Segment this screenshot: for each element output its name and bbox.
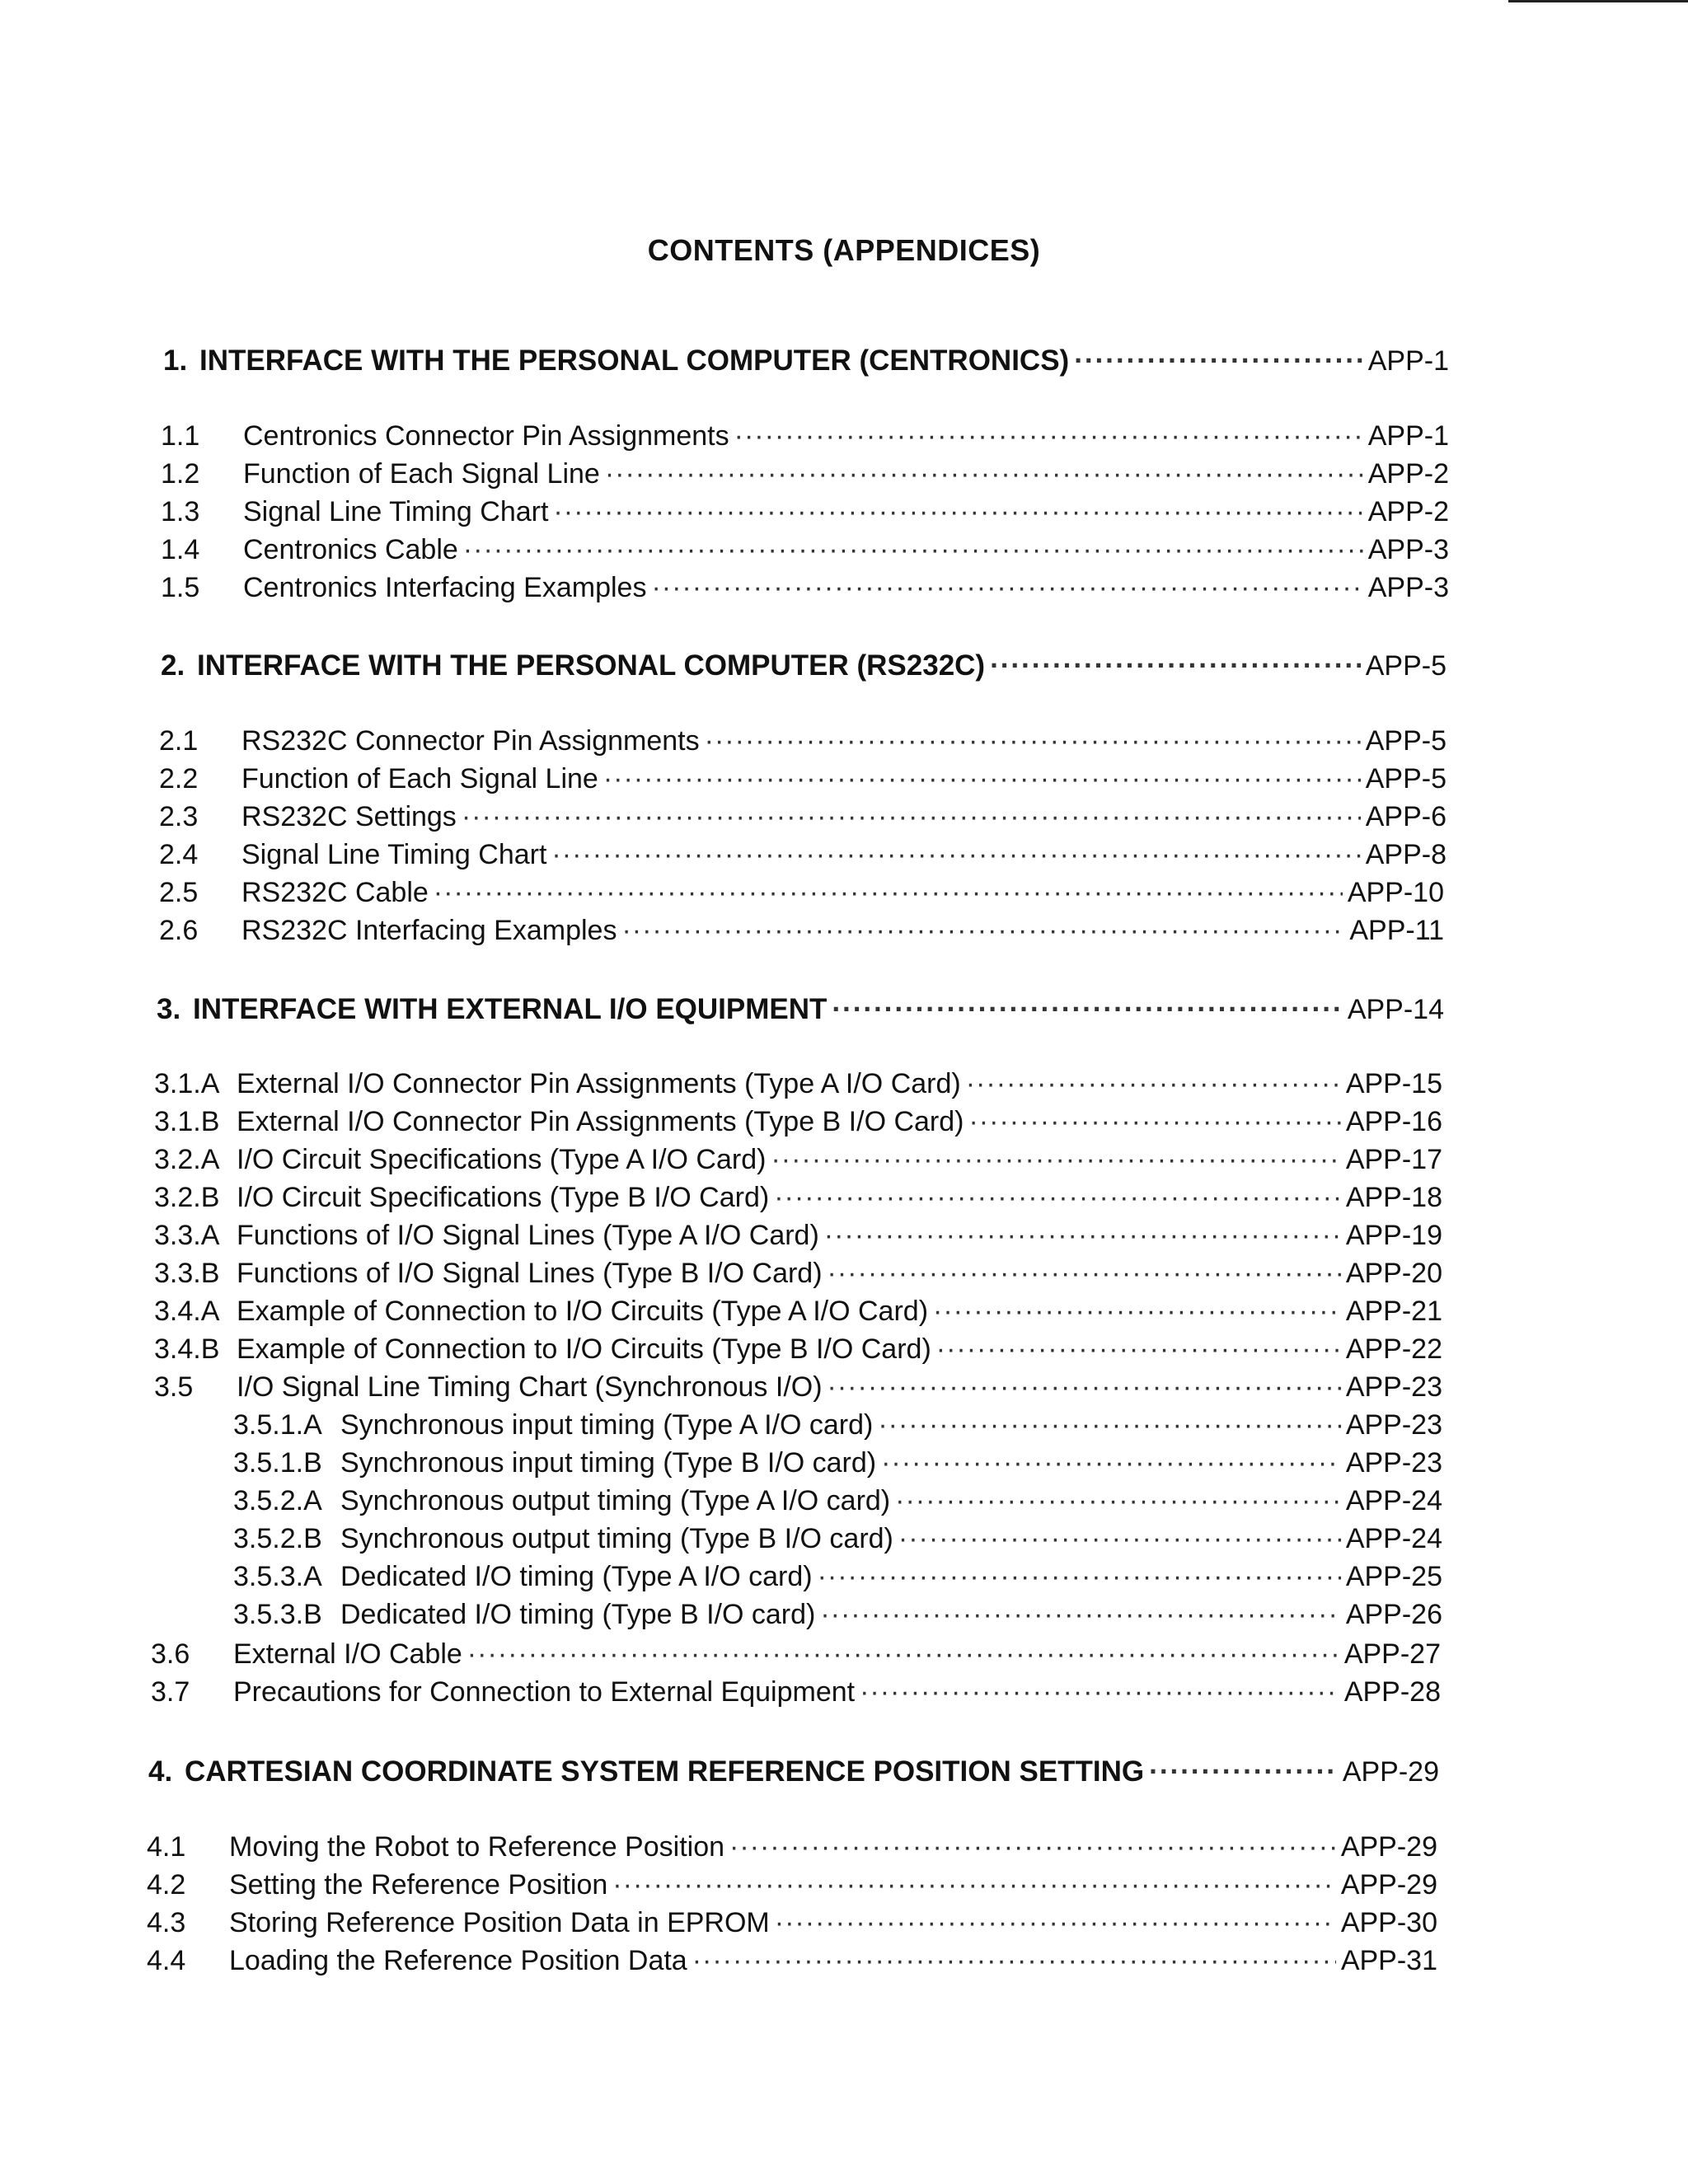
toc-entry-title: INTERFACE WITH THE PERSONAL COMPUTER (CENTRONICS) xyxy=(199,344,1070,377)
dot-leader xyxy=(462,801,1361,833)
toc-entry-page: APP-31 xyxy=(1340,1945,1437,1976)
toc-section-3-1-b[interactable] xyxy=(154,1106,1442,1146)
dot-leader xyxy=(775,1907,1336,1939)
toc-entry-page: APP-2 xyxy=(1367,458,1449,490)
toc-entry-page: APP-23 xyxy=(1345,1371,1442,1403)
toc-entry-title: Setting the Reference Position xyxy=(229,1869,608,1900)
toc-entry-title: RS232C Connector Pin Assignments xyxy=(241,725,700,757)
toc-entry-title: Storing Reference Position Data in EPROM xyxy=(229,1907,770,1938)
toc-entry-title: INTERFACE WITH THE PERSONAL COMPUTER (RS232C) xyxy=(197,649,986,682)
dot-leader xyxy=(828,1258,1341,1290)
dot-leader xyxy=(434,877,1343,909)
dot-leader xyxy=(705,725,1361,757)
toc-entry-title: Centronics Connector Pin Assignments xyxy=(243,420,729,452)
dot-leader xyxy=(820,1599,1340,1631)
toc-entry-page: APP-24 xyxy=(1345,1485,1442,1516)
toc-entry-number: 1.5 xyxy=(161,572,200,603)
dot-leader xyxy=(729,1831,1336,1863)
dot-leader xyxy=(898,1523,1341,1555)
toc-section-3-3-b[interactable] xyxy=(154,1258,1442,1297)
dot-leader xyxy=(828,1371,1341,1404)
toc-entry-page: APP-6 xyxy=(1365,801,1447,832)
toc-entry-title: Synchronous output timing (Type A I/O card) xyxy=(340,1485,891,1516)
toc-subsection-3-5-3-a[interactable] xyxy=(233,1561,1442,1601)
toc-entry-number: 2.6 xyxy=(159,915,199,946)
toc-entry-title: Centronics Cable xyxy=(243,534,458,565)
dot-leader xyxy=(881,1447,1341,1479)
toc-entry-title: Example of Connection to I/O Circuits (Type A I/O Card) xyxy=(237,1296,929,1327)
toc-entry-number: 4.1 xyxy=(147,1831,186,1863)
toc-section-2-5[interactable] xyxy=(159,877,1444,916)
dot-leader xyxy=(878,1409,1340,1441)
toc-entry-page: APP-27 xyxy=(1343,1638,1441,1670)
toc-entry-number: 3.5.3.B xyxy=(233,1599,322,1630)
toc-section-3-2-b[interactable] xyxy=(154,1182,1442,1221)
toc-section-1-4[interactable] xyxy=(161,534,1449,574)
toc-entry-number: 4. xyxy=(148,1755,173,1788)
toc-entry-number: 2.2 xyxy=(159,763,199,794)
toc-entry-title: I/O Signal Line Timing Chart (Synchronous I/O) xyxy=(237,1371,823,1403)
toc-subsection-3-5-1-b[interactable] xyxy=(233,1447,1442,1487)
dot-leader xyxy=(774,1182,1341,1214)
toc-entry-page: APP-25 xyxy=(1345,1561,1442,1592)
toc-entry-number: 3.6 xyxy=(151,1638,190,1670)
toc-entry-title: Functions of I/O Signal Lines (Type A I/O Card) xyxy=(237,1220,819,1251)
dot-leader xyxy=(968,1106,1340,1138)
page-title: CONTENTS (APPENDICES) xyxy=(647,233,1041,267)
toc-subsection-3-5-3-b[interactable] xyxy=(233,1599,1442,1638)
toc-entry-page: APP-20 xyxy=(1345,1258,1442,1289)
toc-entry-number: 1.3 xyxy=(161,496,200,527)
toc-subsection-3-5-2-b[interactable] xyxy=(233,1523,1442,1563)
toc-entry-page: APP-26 xyxy=(1345,1599,1442,1630)
toc-entry-page: APP-5 xyxy=(1365,725,1447,757)
toc-entry-number: 3.2.B xyxy=(154,1182,220,1213)
toc-entry-title: Signal Line Timing Chart xyxy=(243,496,549,527)
toc-entry-number: 4.3 xyxy=(147,1907,186,1938)
toc-entry-page: APP-29 xyxy=(1340,1831,1437,1863)
toc-entry-title: I/O Circuit Specifications (Type B I/O Card) xyxy=(237,1182,770,1213)
toc-entry-number: 3.5.2.A xyxy=(233,1485,322,1516)
toc-entry-page: APP-16 xyxy=(1345,1106,1442,1137)
toc-entry-title: Synchronous input timing (Type B I/O card) xyxy=(340,1447,877,1479)
dot-leader xyxy=(734,420,1363,452)
dot-leader xyxy=(1149,1755,1338,1788)
toc-entry-page: APP-5 xyxy=(1365,650,1447,682)
toc-entry-number: 3.5.1.B xyxy=(233,1447,322,1479)
toc-entry-number: 1.4 xyxy=(161,534,200,565)
toc-chapter-4[interactable] xyxy=(148,1755,1439,1795)
toc-entry-title: Dedicated I/O timing (Type A I/O card) xyxy=(340,1561,813,1592)
toc-entry-page: APP-3 xyxy=(1367,572,1449,603)
toc-entry-title: External I/O Cable xyxy=(233,1638,462,1670)
toc-entry-number: 3.5.2.B xyxy=(233,1523,322,1554)
toc-section-2-6[interactable] xyxy=(159,915,1444,954)
toc-entry-title: Functions of I/O Signal Lines (Type B I/O Card) xyxy=(237,1258,823,1289)
toc-entry-title: RS232C Cable xyxy=(241,877,429,908)
toc-entry-page: APP-18 xyxy=(1345,1182,1442,1213)
toc-entry-number: 1. xyxy=(163,344,188,377)
toc-entry-page: APP-23 xyxy=(1345,1409,1442,1441)
dot-leader xyxy=(771,1144,1340,1176)
dot-leader xyxy=(603,763,1361,795)
dot-leader xyxy=(612,1869,1336,1901)
dot-leader xyxy=(621,915,1344,947)
toc-entry-number: 1.1 xyxy=(161,420,200,452)
toc-section-3-7[interactable] xyxy=(151,1676,1441,1716)
dot-leader xyxy=(467,1638,1339,1671)
toc-section-2-3[interactable] xyxy=(159,801,1447,841)
toc-entry-number: 3.1.B xyxy=(154,1106,220,1137)
toc-entry-title: Loading the Reference Position Data xyxy=(229,1945,687,1976)
dot-leader xyxy=(651,572,1362,604)
toc-entry-page: APP-10 xyxy=(1347,877,1444,908)
dot-leader xyxy=(895,1485,1341,1517)
toc-subsection-3-5-2-a[interactable] xyxy=(233,1485,1442,1525)
toc-entry-title: RS232C Interfacing Examples xyxy=(241,915,617,946)
toc-section-2-2[interactable] xyxy=(159,763,1447,803)
toc-entry-title: Example of Connection to I/O Circuits (Type B I/O Card) xyxy=(237,1333,931,1365)
toc-entry-number: 3.3.B xyxy=(154,1258,220,1289)
toc-entry-number: 2.3 xyxy=(159,801,199,832)
toc-section-3-5[interactable] xyxy=(154,1371,1442,1411)
toc-entry-number: 2.1 xyxy=(159,725,199,757)
toc-entry-number: 3.5.1.A xyxy=(233,1409,322,1441)
toc-section-4-2[interactable] xyxy=(147,1869,1437,1909)
toc-entry-page: APP-17 xyxy=(1345,1144,1442,1175)
toc-entry-page: APP-29 xyxy=(1340,1869,1437,1900)
toc-entry-page: APP-8 xyxy=(1365,839,1447,870)
toc-entry-title: Function of Each Signal Line xyxy=(241,763,598,794)
toc-entry-page: APP-28 xyxy=(1343,1676,1441,1708)
toc-entry-title: External I/O Connector Pin Assignments (Type B I/O Card) xyxy=(237,1106,964,1137)
toc-entry-page: APP-3 xyxy=(1367,534,1449,565)
toc-entry-page: APP-23 xyxy=(1345,1447,1442,1479)
dot-leader xyxy=(832,993,1342,1026)
toc-entry-page: APP-29 xyxy=(1342,1756,1439,1788)
toc-entry-page: APP-5 xyxy=(1365,763,1447,794)
toc-entry-page: APP-21 xyxy=(1345,1296,1442,1327)
toc-entry-number: 2.4 xyxy=(159,839,199,870)
toc-section-4-3[interactable] xyxy=(147,1907,1437,1947)
toc-subsection-3-5-1-a[interactable] xyxy=(233,1409,1442,1449)
toc-entry-number: 4.2 xyxy=(147,1869,186,1900)
toc-entry-number: 3. xyxy=(157,993,181,1025)
dot-leader xyxy=(551,839,1360,871)
toc-section-4-4[interactable] xyxy=(147,1945,1437,1985)
toc-entry-title: RS232C Settings xyxy=(241,801,457,832)
toc-entry-number: 3.5 xyxy=(154,1371,194,1403)
toc-entry-number: 3.4.A xyxy=(154,1296,220,1327)
dot-leader xyxy=(990,649,1361,682)
toc-section-1-3[interactable] xyxy=(161,496,1449,536)
toc-section-3-1-a[interactable] xyxy=(154,1068,1442,1108)
toc-entry-title: I/O Circuit Specifications (Type A I/O Card) xyxy=(237,1144,767,1175)
dot-leader xyxy=(553,496,1362,528)
toc-entry-page: APP-11 xyxy=(1349,915,1444,946)
toc-entry-number: 3.5.3.A xyxy=(233,1561,322,1592)
toc-section-3-6[interactable] xyxy=(151,1638,1441,1678)
toc-section-3-3-a[interactable] xyxy=(154,1220,1442,1259)
toc-entry-title: INTERFACE WITH EXTERNAL I/O EQUIPMENT xyxy=(193,993,828,1025)
toc-entry-number: 3.2.A xyxy=(154,1144,220,1175)
toc-chapter-1[interactable] xyxy=(163,344,1449,384)
toc-entry-title: Signal Line Timing Chart xyxy=(241,839,547,870)
dot-leader xyxy=(860,1676,1339,1708)
toc-entry-title: Synchronous input timing (Type A I/O card) xyxy=(340,1409,874,1441)
toc-entry-number: 2.5 xyxy=(159,877,199,908)
toc-entry-number: 3.4.B xyxy=(154,1333,220,1365)
dot-leader xyxy=(824,1220,1341,1252)
toc-entry-title: Moving the Robot to Reference Position xyxy=(229,1831,725,1863)
toc-chapter-3[interactable] xyxy=(157,993,1444,1033)
toc-entry-number: 1.2 xyxy=(161,458,200,490)
toc-section-4-1[interactable] xyxy=(147,1831,1437,1871)
toc-entry-page: APP-1 xyxy=(1367,345,1449,377)
toc-entry-title: External I/O Connector Pin Assignments (Type A I/O Card) xyxy=(237,1068,961,1099)
toc-section-3-2-a[interactable] xyxy=(154,1144,1442,1183)
toc-entry-page: APP-22 xyxy=(1345,1333,1442,1365)
toc-entry-title: CARTESIAN COORDINATE SYSTEM REFERENCE POSITION SETTING xyxy=(185,1755,1145,1788)
toc-entry-title: Centronics Interfacing Examples xyxy=(243,572,647,603)
dot-leader xyxy=(966,1068,1341,1100)
toc-entry-page: APP-2 xyxy=(1367,496,1449,527)
toc-section-3-4-b[interactable] xyxy=(154,1333,1442,1373)
dot-leader xyxy=(936,1333,1341,1366)
toc-section-1-2[interactable] xyxy=(161,458,1449,498)
dot-leader xyxy=(818,1561,1341,1593)
toc-entry-number: 4.4 xyxy=(147,1945,186,1976)
toc-section-1-1[interactable] xyxy=(161,420,1449,460)
toc-entry-page: APP-19 xyxy=(1345,1220,1442,1251)
toc-entry-title: Synchronous output timing (Type B I/O card) xyxy=(340,1523,893,1554)
toc-entry-number: 3.1.A xyxy=(154,1068,220,1099)
toc-entry-page: APP-30 xyxy=(1340,1907,1437,1938)
dot-leader xyxy=(463,534,1363,566)
toc-entry-page: APP-14 xyxy=(1347,994,1444,1025)
toc-section-3-4-a[interactable] xyxy=(154,1296,1442,1335)
toc-entry-number: 3.7 xyxy=(151,1676,190,1708)
dot-leader xyxy=(605,458,1363,490)
toc-entry-number: 3.3.A xyxy=(154,1220,220,1251)
dot-leader xyxy=(1074,344,1363,377)
dot-leader xyxy=(933,1296,1341,1328)
toc-entry-page: APP-1 xyxy=(1367,420,1449,452)
toc-section-1-5[interactable] xyxy=(161,572,1449,612)
toc-entry-number: 2. xyxy=(161,649,185,682)
toc-entry-title: Dedicated I/O timing (Type B I/O card) xyxy=(340,1599,816,1630)
toc-entry-title: Precautions for Connection to External Equipment xyxy=(233,1676,856,1708)
toc-chapter-2[interactable] xyxy=(161,649,1447,689)
toc-entry-title: Function of Each Signal Line xyxy=(243,458,600,490)
dot-leader xyxy=(692,1945,1336,1977)
toc-section-2-1[interactable] xyxy=(159,725,1447,765)
toc-entry-page: APP-24 xyxy=(1345,1523,1442,1554)
toc-entry-page: APP-15 xyxy=(1345,1068,1442,1099)
toc-section-2-4[interactable] xyxy=(159,839,1447,879)
